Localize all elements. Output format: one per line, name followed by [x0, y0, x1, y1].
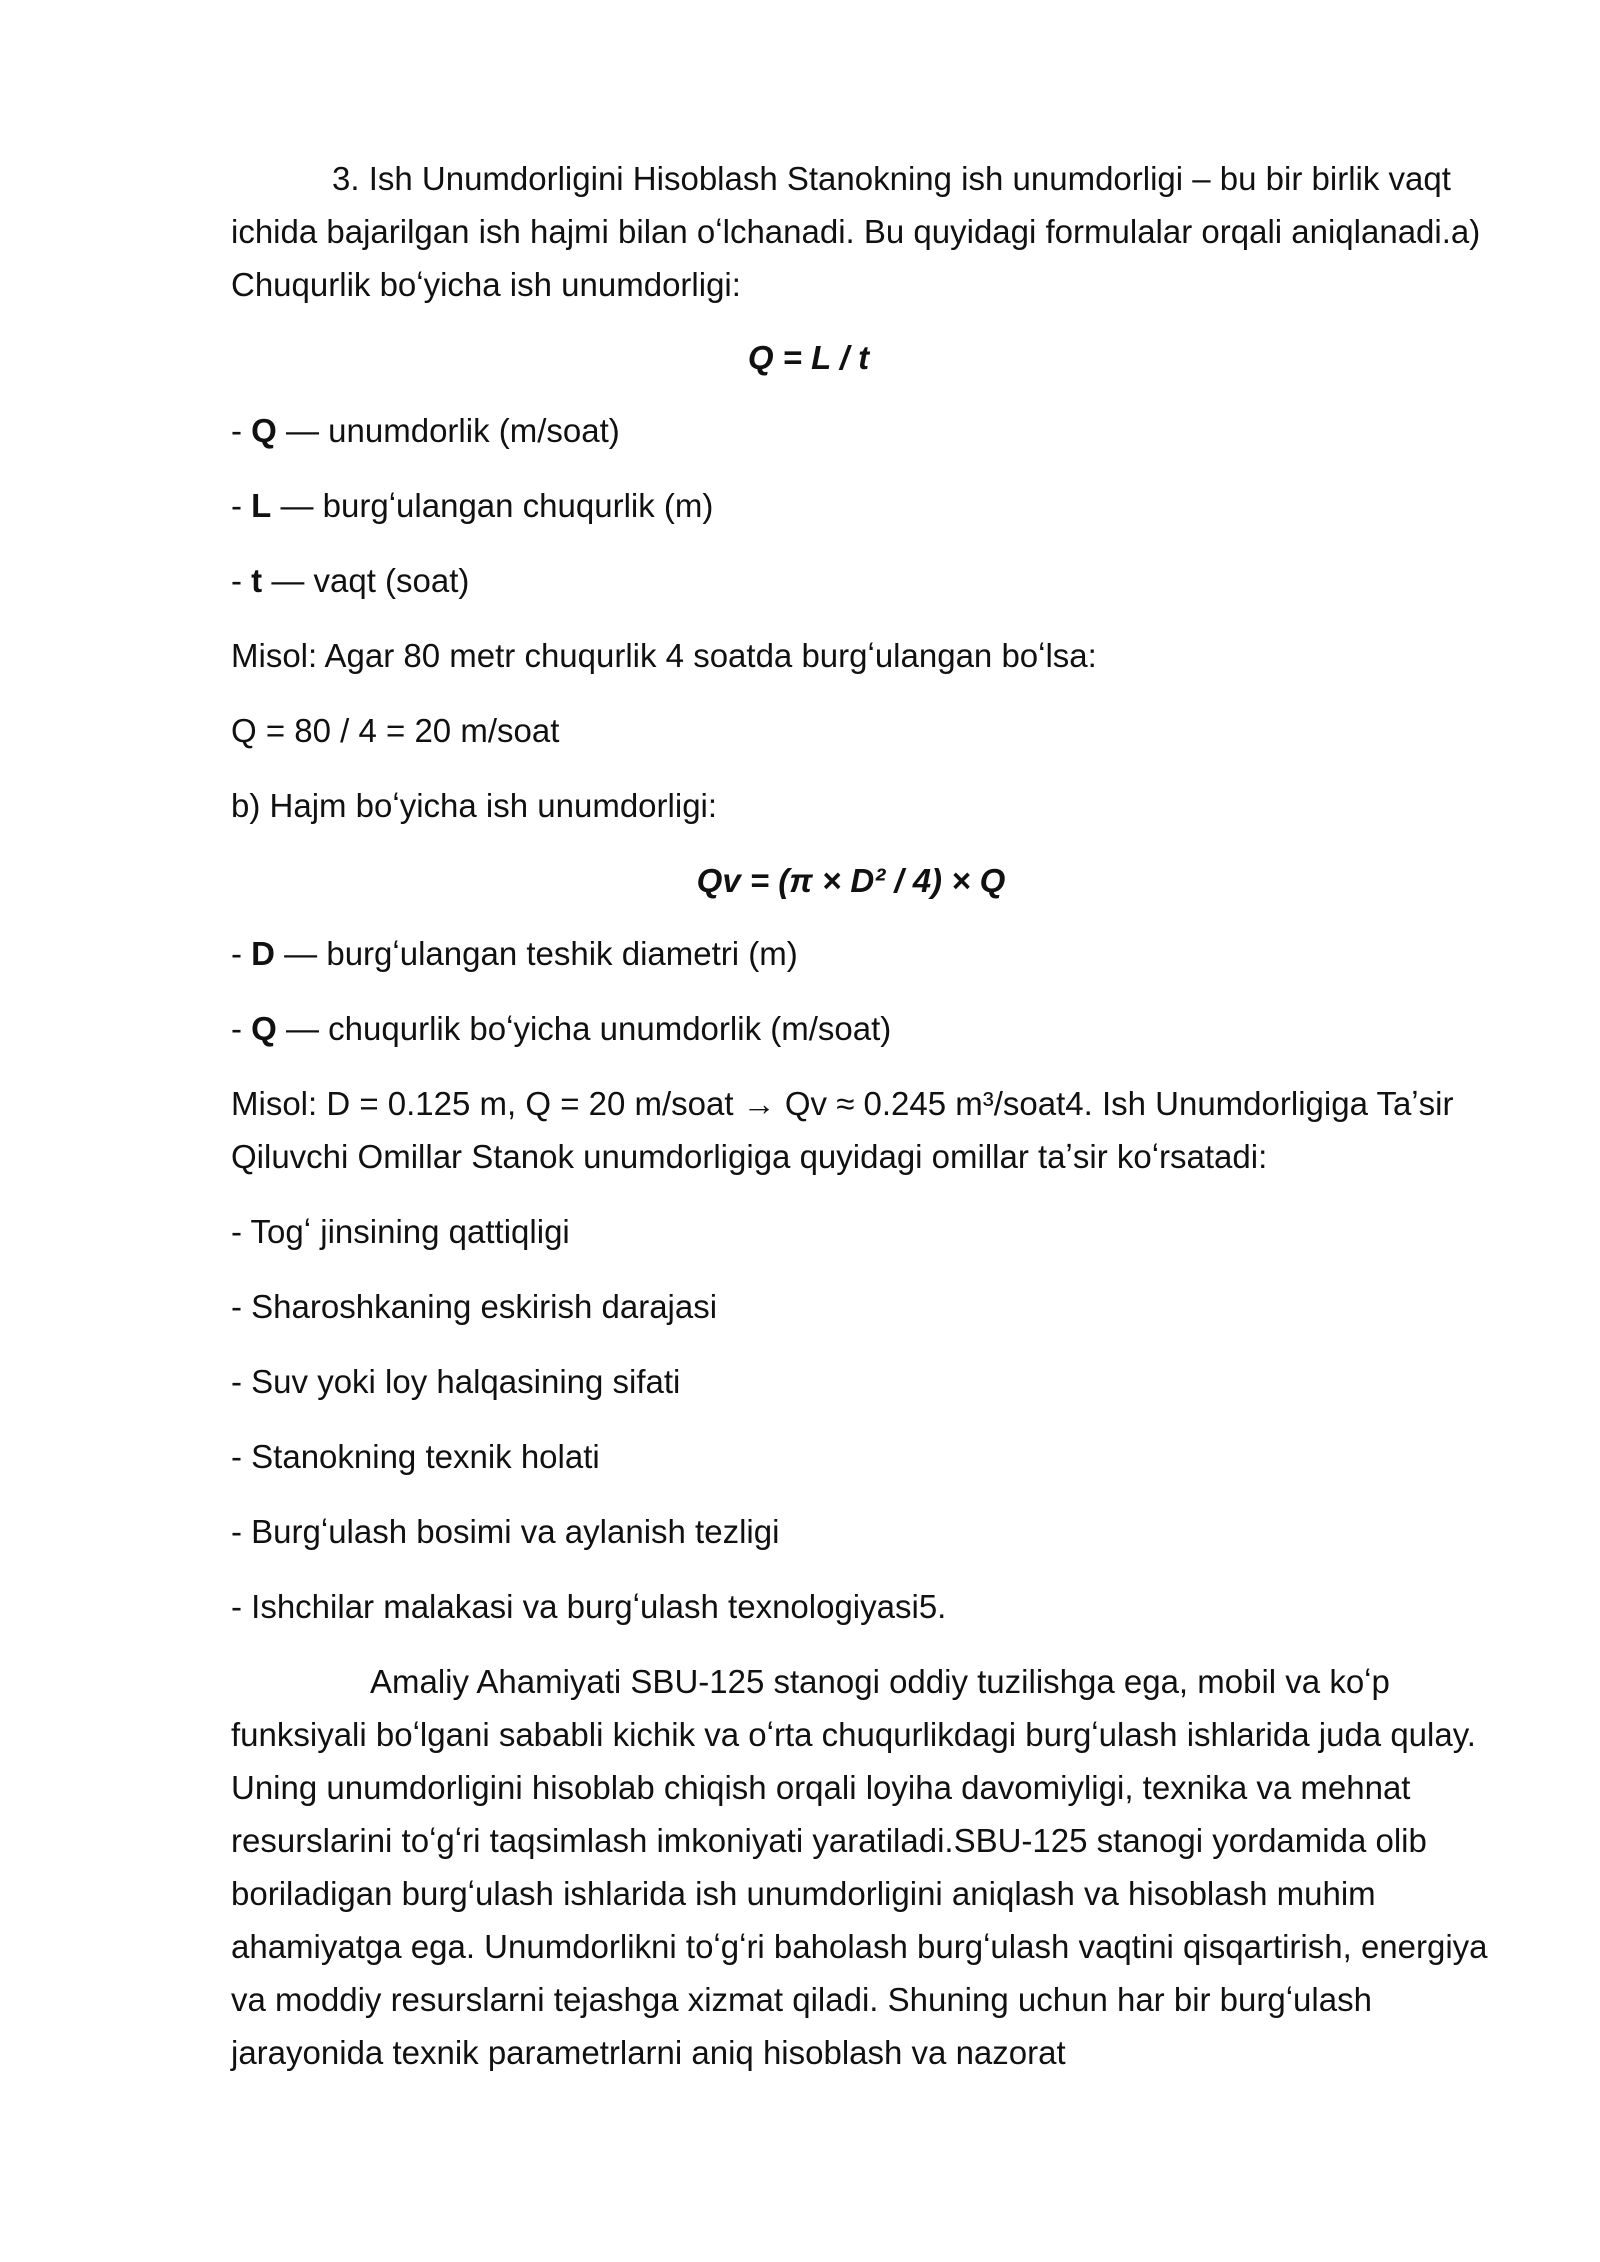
variable-symbol: Q: [251, 412, 277, 449]
factor-item: - Ishchilar malakasi va burgʻulash texnologiyasi5.: [231, 1588, 947, 1625]
variable-symbol: Q: [251, 1010, 277, 1047]
variable-item: [231, 1002, 1501, 1055]
item-dash: -: [231, 562, 252, 599]
factor-item: - Burgʻulash bosimi va aylanish tezligi: [231, 1513, 780, 1550]
variable-symbol: D: [251, 935, 276, 972]
variable-item: [231, 927, 1501, 980]
variable-description: — burgʻulangan teshik diametri (m): [275, 935, 798, 972]
item-dash: -: [231, 1010, 252, 1047]
variable-item: [231, 404, 1501, 457]
variable-item: [231, 479, 1501, 532]
variable-description: — vaqt (soat): [262, 562, 470, 599]
variable-description: — unumdorlik (m/soat): [276, 412, 620, 449]
section-3-intro: 3. Ish Unumdorligini Hisoblash Stanokning ish unumdorligi – bu bir birlik vaqt ichida bajarilgan ish hajmi bilan oʻlchanadi. Bu quyidagi formulalar orqali aniqlanadi.a) Chuqurlik boʻyicha ish unumdorligi:: [231, 160, 1481, 303]
formula-productivity-depth: Q = L / t: [747, 339, 870, 376]
factor-item: - Sharoshkaning eskirish darajasi: [231, 1288, 718, 1325]
variable-symbol: L: [251, 487, 272, 524]
factor-item: - Togʻ jinsining qattiqligi: [231, 1213, 570, 1250]
factor-item: - Stanokning texnik holati: [231, 1438, 600, 1475]
section-4-intro: Misol: D = 0.125 m, Q = 20 m/soat → Qv ≈ 0.245 m³/soat4. Ish Unumdorligiga Taʼsir Qiluvchi Omillar Stanok unumdorligiga quyidagi omillar taʼsir koʻrsatadi:: [231, 1085, 1454, 1175]
example-text: Misol: Agar 80 metr chuqurlik 4 soatda burgʻulangan boʻlsa:: [231, 637, 1097, 674]
factor-item: - Suv yoki loy halqasining sifati: [231, 1363, 681, 1400]
variable-item: [231, 554, 1501, 607]
variable-description: — chuqurlik boʻyicha unumdorlik (m/soat): [276, 1010, 892, 1047]
example-result: Q = 80 / 4 = 20 m/soat: [231, 712, 560, 749]
variable-symbol: t: [251, 562, 263, 599]
document-body: [231, 152, 1501, 2079]
item-dash: -: [231, 935, 252, 972]
formula-productivity-volume: Qv = (π × D² / 4) × Q: [696, 862, 1006, 899]
variable-description: — burgʻulangan chuqurlik (m): [271, 487, 714, 524]
subheading-volume: b) Hajm boʻyicha ish unumdorligi:: [231, 787, 718, 824]
item-dash: -: [231, 487, 252, 524]
item-dash: -: [231, 412, 252, 449]
section-5-body: Amaliy Ahamiyati SBU-125 stanogi oddiy tuzilishga ega, mobil va koʻp funksiyali boʻlgani sababli kichik va oʻrta chuqurlikdagi burgʻulash ishlarida juda qulay. Uning unumdorligini hisoblab chiqish orqali loyiha davomiyligi, texnika va mehnat resurslarini toʻgʻri taqsimlash imkoniyati yaratiladi.SBU-125 stanogi yordamida olib boriladigan burgʻulash ishlarida ish unumdorligini aniqlash va hisoblash muhim ahamiyatga ega. Unumdorlikni toʻgʻri baholash burgʻulash vaqtini qisqartirish, energiya va moddiy resurslarni tejashga xizmat qiladi. Shuning uchun har bir burgʻulash jarayonida texnik parametrlarni aniq hisoblash va nazorat: [231, 1663, 1488, 2071]
